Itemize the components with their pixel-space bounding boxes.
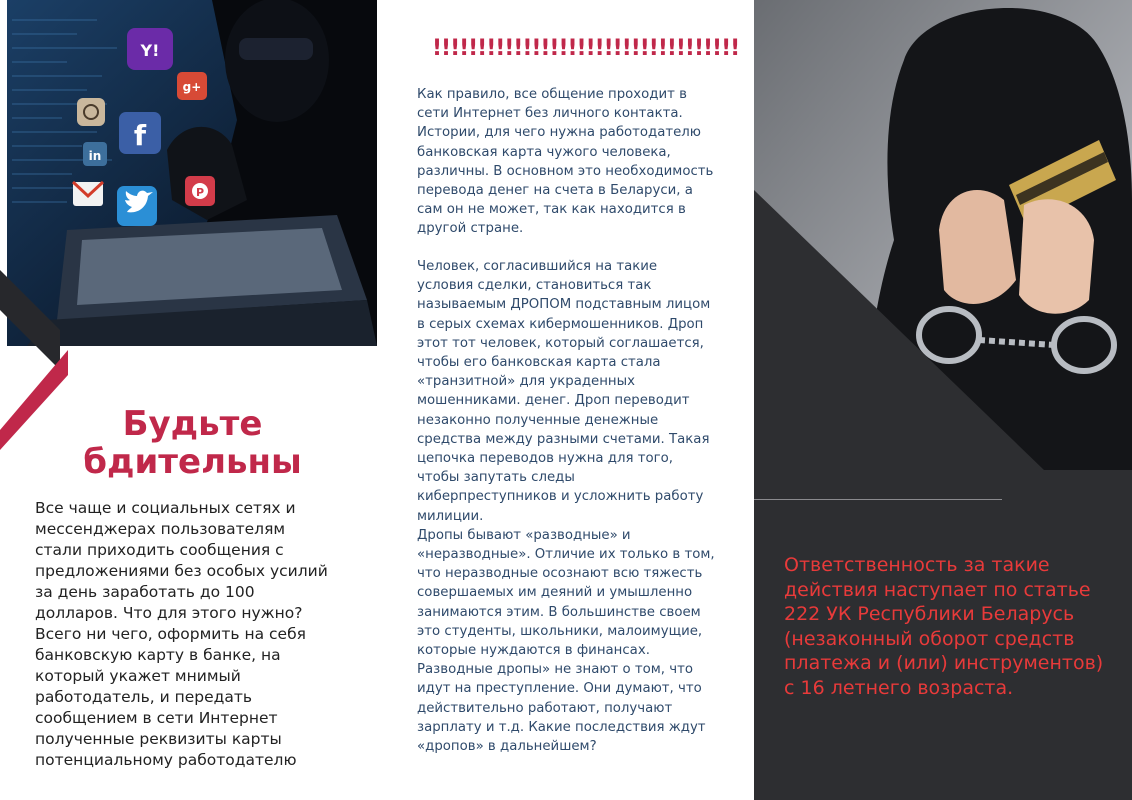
pinterest-icon: [185, 176, 215, 206]
title-line-1: Будьте: [122, 404, 263, 444]
paragraph-1: Как правило, все общение проходит в сети Интернет без личного контакта. Истории, для чего нужна работодателю банковская карта чужого человека, различны. В основном это необходимость перевода денег на счета в Беларуси, а сам он не может, так как находится в другой стране.: [417, 87, 714, 237]
google-plus-icon: [177, 72, 207, 100]
svg-text:P: P: [195, 186, 205, 199]
divider-line: [754, 499, 1002, 500]
paragraph-group: [417, 257, 717, 756]
svg-text:g+: g+: [182, 80, 202, 94]
left-panel: [0, 0, 377, 800]
left-hand: [939, 190, 1016, 304]
facebook-icon: [119, 112, 161, 154]
linkedin-icon: [83, 142, 107, 166]
exclamation-banner: !!!!!!!!!!!!!!!!!!!!!!!!!!!!!!!!!!: [432, 36, 740, 61]
paragraph-3: Дропы бывают «разводные» и «неразводные». Отличие их только в том, что неразводные осознают всю тяжесть совершаемых им деяний и умышленно занимаются этим. В большинстве своем это студенты, школьники, малоимущие, которые нуждаются в финансах. Разводные дропы» не знают о том, что идут на преступление. Они думают, что действительно работают, получают зарплату и т.д. Какие последствия ждут «дропов» в дальнейшем?: [417, 527, 715, 755]
svg-text:Y!: Y!: [140, 41, 160, 60]
instagram-icon: [77, 98, 105, 126]
gmail-icon: [73, 182, 103, 206]
right-panel: [754, 0, 1132, 800]
legal-warning: Ответственность за такие действия наступает по статье 222 УК Республики Беларусь (незаконный оборот средств платежа и (или) инструментов) с 16 летнего возраста.: [784, 554, 1104, 699]
title-line-2: бдительны: [83, 442, 302, 482]
svg-text:in: in: [88, 149, 102, 163]
paragraph-2: Человек, согласившийся на такие условия сделки, становиться так называемым ДРОПОМ подставным лицом в серых схемах кибермошенников. Дроп этот тот человек, который соглашается, чтобы его банковская карта стала «транзитной» для украденных мошенниками. денег. Дроп переводит незаконно полученные денежные средства между разными счетами. Такая цепочка переводов нужна для того, чтобы запутать следы киберпреступников и усложнить работу милиции.: [417, 259, 711, 524]
intro-text: Все чаще и социальных сетях и мессенджерах пользователям стали приходить сообщения с предложениями без особых усилий за день заработать до 100 долларов. Что для этого нужно? Всего ни чего, оформить на себя банковскую карту в банке, на который укажет мнимый работодатель, и передать сообщением в сети Интернет полученные реквизиты карты потенциальному работодателю: [35, 499, 328, 769]
dark-stripe: [0, 270, 60, 370]
twitter-icon: [117, 186, 157, 226]
arrested-person-image: [754, 0, 1132, 470]
right-hand: [1019, 199, 1094, 314]
yahoo-icon: [127, 28, 173, 70]
middle-panel: [377, 0, 754, 800]
svg-text:f: f: [133, 119, 147, 152]
page-title: [20, 405, 365, 481]
